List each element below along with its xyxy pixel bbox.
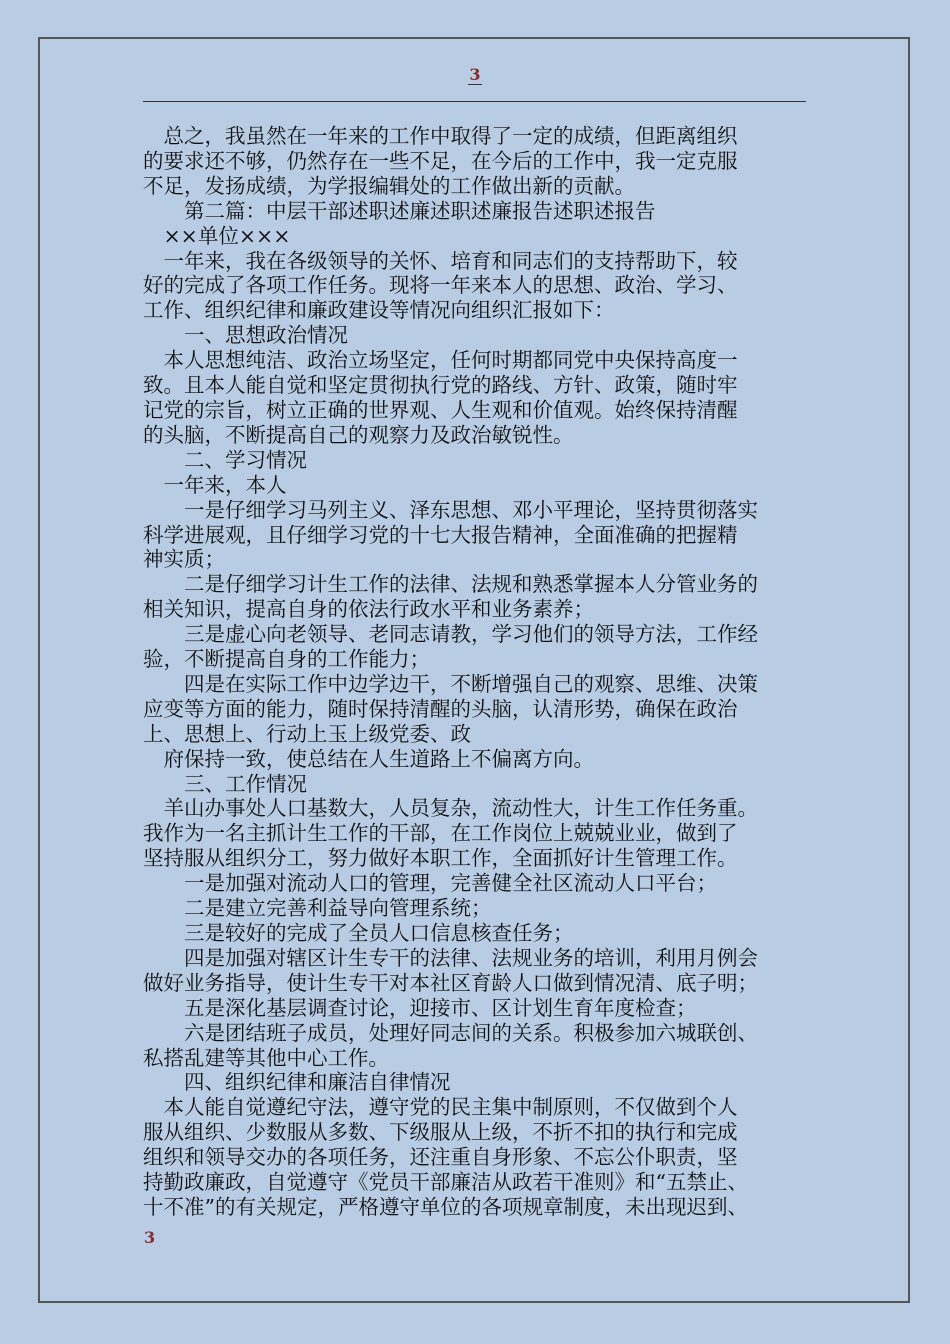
text-line: 上、思想上、行动上玉上级党委、政 <box>143 721 471 746</box>
text-line: 十不准”的有关规定，严格遵守单位的各项规章制度，未出现迟到、 <box>143 1194 748 1219</box>
text-line: 二是仔细学习计生工作的法律、法规和熟悉掌握本人分管业务的 <box>143 572 758 597</box>
text-line: 的要求还不够，仍然存在一些不足，在今后的工作中，我一定克服 <box>143 148 738 173</box>
text-line: 坚持服从组织分工，努力做好本职工作，全面抓好计生管理工作。 <box>143 846 738 871</box>
text-line: ××单位××× <box>143 223 291 248</box>
header-rule <box>143 101 806 102</box>
text-line: 一、思想政治情况 <box>143 323 348 348</box>
text-line: 总之，我虽然在一年来的工作中取得了一定的成绩，但距离组织 <box>143 124 738 148</box>
text-line: 服从组织、少数服从多数、下级服从上级，不折不扣的执行和完成 <box>143 1120 738 1145</box>
text-line: 第二篇：中层干部述职述廉述职述廉报告述职述报告 <box>143 198 656 223</box>
text-line: 应变等方面的能力，随时保持清醒的头脑，认清形势，确保在政治 <box>143 696 738 721</box>
text-line: 二、学习情况 <box>143 447 307 472</box>
text-line: 六是团结班子成员，处理好同志间的关系。积极参加六城联创、 <box>143 1020 758 1045</box>
text-line: 一是仔细学习马列主义、泽东思想、邓小平理论，坚持贯彻落实 <box>143 497 758 522</box>
text-line: 神实质； <box>143 547 225 572</box>
text-line: 三是虚心向老领导、老同志请教，学习他们的领导方法，工作经 <box>143 622 758 647</box>
text-line: 三是较好的完成了全员人口信息核查任务； <box>143 921 574 945</box>
text-line: 工作、组织纪律和廉政建设等情况向组织汇报如下： <box>143 298 615 323</box>
text-line: 五是深化基层调查讨论，迎接市、区计划生育年度检查； <box>143 995 697 1020</box>
text-line: 组织和领导交办的各项任务，还注重自身形象、不忘公仆职责，坚 <box>143 1145 738 1170</box>
text-line: 羊山办事处人口基数大，人员复杂，流动性大，计生工作任务重。 <box>143 796 758 821</box>
text-line: 致。且本人能自觉和坚定贯彻执行党的路线、方针、政策，随时牢 <box>143 373 738 398</box>
text-line: 私搭乱建等其他中心工作。 <box>143 1045 389 1070</box>
header-page-number: 3 <box>469 65 481 84</box>
document-body <box>143 124 815 1220</box>
text-line: 府保持一致，使总结在人生道路上不偏离方向。 <box>143 746 594 771</box>
text-line: 记党的宗旨，树立正确的世界观、人生观和价值观。始终保持清醒 <box>143 397 738 422</box>
text-line: 二是建立完善利益导向管理系统； <box>143 896 492 921</box>
text-line: 我作为一名主抓计生工作的干部，在工作岗位上兢兢业业，做到了 <box>143 821 738 846</box>
footer-page-number: 3 <box>144 1228 156 1247</box>
text-line: 科学进展观，且仔细学习党的十七大报告精神，全面准确的把握精 <box>143 522 738 547</box>
text-line: 本人思想纯洁、政治立场坚定，任何时期都同党中央保持高度一 <box>143 348 738 373</box>
text-line: 做好业务指导，使计生专干对本社区育龄人口做到情况清、底子明； <box>143 970 758 995</box>
text-line: 持勤政廉政，自觉遵守《党员干部廉洁从政若干准则》和“五禁止、 <box>143 1170 748 1195</box>
text-line: 好的完成了各项工作任务。现将一年来本人的思想、政治、学习、 <box>143 273 738 298</box>
text-line: 一年来，我在各级领导的关怀、培育和同志们的支持帮助下，较 <box>143 248 738 273</box>
text-line: 三、工作情况 <box>143 771 307 796</box>
text-line: 不足，发扬成绩，为学报编辑处的工作做出新的贡献。 <box>143 173 635 198</box>
text-line: 相关知识，提高自身的依法行政水平和业务素养； <box>143 597 594 622</box>
text-line: 四是加强对辖区计生专干的法律、法规业务的培训，利用月例会 <box>143 945 758 970</box>
text-line: 四、组织纪律和廉洁自律情况 <box>143 1070 451 1095</box>
text-line: 一年来，本人 <box>143 472 287 497</box>
text-line: 四是在实际工作中边学边干，不断增强自己的观察、思维、决策 <box>143 671 758 696</box>
text-line: 的头脑，不断提高自己的观察力及政治敏锐性。 <box>143 422 574 447</box>
text-line: 本人能自觉遵纪守法，遵守党的民主集中制原则，不仅做到个人 <box>143 1095 738 1120</box>
text-line: 一是加强对流动人口的管理，完善健全社区流动人口平台； <box>143 871 717 896</box>
text-line: 验，不断提高自身的工作能力； <box>143 647 430 672</box>
